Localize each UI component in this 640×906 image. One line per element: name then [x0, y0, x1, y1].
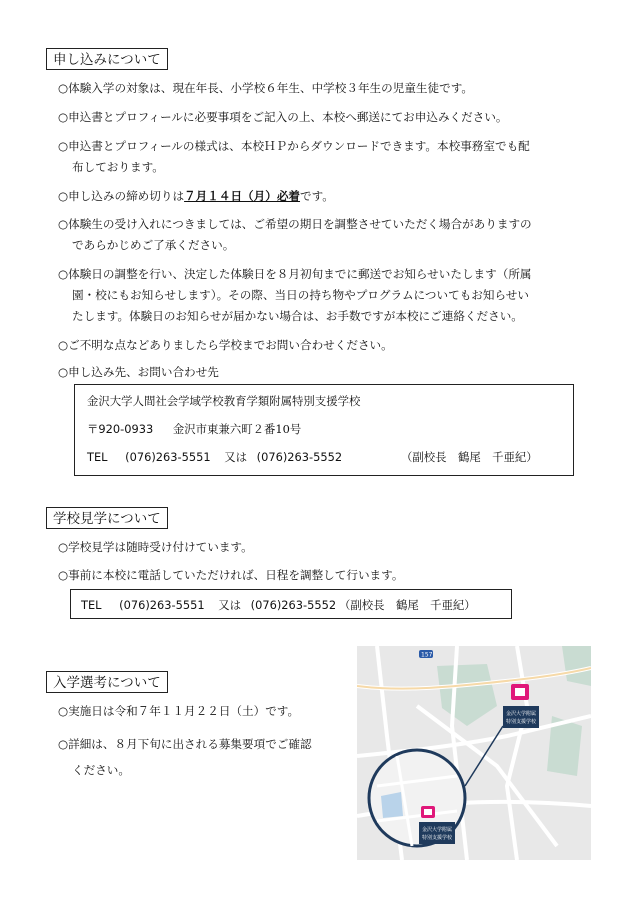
contact-person: （副校長 鶴尾 千亜紀）	[339, 598, 476, 612]
water-area	[381, 792, 403, 818]
school-pin-icon	[511, 684, 529, 700]
school-name: 金沢大学人間社会学域学校教育学類附属特別支援学校	[87, 394, 361, 408]
phone-line	[87, 449, 342, 465]
svg-text:金沢大学附属: 金沢大学附属	[506, 711, 537, 717]
svg-text:金沢大学附属: 金沢大学附属	[422, 827, 453, 833]
svg-text:特別支援学校: 特別支援学校	[422, 835, 453, 841]
svg-text:特別支援学校: 特別支援学校	[506, 719, 537, 725]
postal-code: 〒920-0933	[87, 422, 154, 436]
tel-number-2: (076)263-5552	[250, 598, 337, 612]
list-item: ○学校見学は随時受け付けています。	[58, 540, 253, 554]
list-item: ○体験日の調整を行い、決定した体験日を８月初旬までに郵送でお知らせいたします（所属 園・校にもお知らせします）。その際、当日の持ち物やプログラムについてもお知らせい たします。体験日のお知らせが届かない場合は、お手数ですが本校にご連絡ください。	[58, 267, 532, 323]
tel-label: TEL	[81, 598, 102, 612]
route-number: 157	[421, 651, 433, 659]
section-heading-admission	[46, 671, 168, 693]
contact-person: （副校長 鶴尾 千亜紀）	[401, 450, 538, 464]
address: 金沢市東兼六町２番10号	[172, 422, 302, 436]
phone-line	[81, 597, 336, 613]
section-heading-text: 入学選考について	[53, 675, 161, 691]
tel-number-1: (076)263-5551	[125, 450, 211, 464]
section-heading-text: 申し込みについて	[53, 52, 161, 68]
tel-number-1: (076)263-5551	[119, 598, 205, 612]
address-line	[87, 421, 301, 437]
deadline-item: ○申し込みの締め切りは７月１４日（月）必着です。	[58, 189, 334, 203]
map-graphic	[357, 646, 591, 860]
list-item: ○実施日は令和７年１１月２２日（土）です。	[58, 704, 300, 718]
tel-number-2: (076)263-5552	[256, 450, 343, 464]
list-item: ○事前に本校に電話していただければ、日程を調整して行います。	[58, 568, 404, 582]
section-heading-application	[46, 48, 168, 70]
section-heading-text: 学校見学について	[53, 511, 161, 527]
school-location-map	[357, 646, 591, 860]
list-item: ○ご不明な点などありましたら学校までお問い合わせください。	[58, 338, 393, 352]
section-heading-school-visit	[46, 507, 168, 529]
list-item: ○体験生の受け入れにつきましては、ご希望の期日を調整させていただく場合がありますの であらかじめご了承ください。	[58, 217, 532, 252]
list-item: ○申込書とプロフィールの様式は、本校ＨＰからダウンロードできます。本校事務室でも配 布しております。	[58, 139, 530, 174]
school-pin-icon	[421, 806, 435, 818]
tel-label: TEL	[87, 450, 108, 464]
or-text: 又は	[218, 598, 242, 612]
list-item: ○詳細は、８月下旬に出される募集要項でご確認 ください。	[58, 737, 312, 777]
contact-box	[74, 384, 574, 476]
deadline-emphasis: ７月１４日（月）必着	[184, 189, 301, 203]
list-item: ○申し込み先、お問い合わせ先	[58, 365, 219, 379]
list-item: ○申込書とプロフィールに必要事項をご記入の上、本校へ郵送にてお申込みください。	[58, 110, 508, 124]
visit-contact-box	[70, 589, 512, 619]
or-text: 又は	[224, 450, 248, 464]
list-item: ○体験入学の対象は、現在年長、小学校６年生、中学校３年生の児童生徒です。	[58, 81, 473, 95]
